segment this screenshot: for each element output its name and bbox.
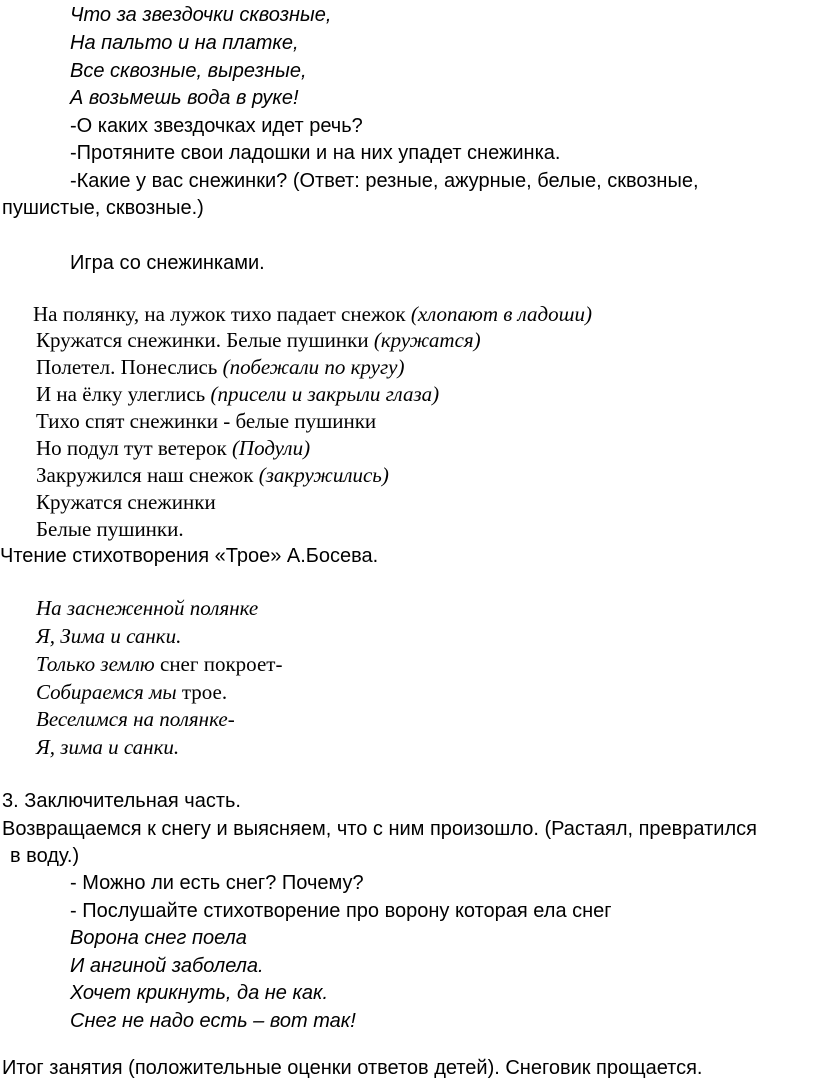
poem-line-italic: Я, зима и санки.: [36, 735, 180, 759]
poem-line: [36, 709, 235, 730]
crow-poem-line: И ангиной заболела.: [70, 955, 264, 977]
poem-line-italic: На заснеженной полянке: [36, 596, 259, 620]
poem-line: [36, 654, 282, 675]
poem-line-plain: трое.: [181, 680, 228, 704]
game-line: [36, 330, 481, 351]
game-line: [36, 411, 376, 432]
riddle-line: Все сквозные, вырезные,: [70, 60, 307, 82]
game-line-action: (закружились): [258, 463, 389, 487]
final-text-line: в воду.): [10, 845, 80, 867]
game-line-text: Но подул тут ветерок: [36, 436, 232, 460]
game-line: [36, 519, 184, 540]
game-line-action: (кружатся): [373, 328, 481, 352]
poem-line-italic: Собираемся мы: [36, 680, 182, 704]
dialogue-line: -Протяните свои ладошки и на них упадет снежинка.: [70, 142, 561, 164]
game-line: [36, 438, 310, 459]
poem-line-italic: Я, Зима и санки.: [36, 624, 182, 648]
dialogue-line: -О каких звездочках идет речь?: [70, 115, 363, 137]
game-line-text: И на ёлку улеглись: [36, 382, 211, 406]
game-line-action: (Подули): [231, 436, 311, 460]
poem-line-italic: Веселимся на полянке-: [36, 707, 235, 731]
riddle-line: Что за звездочки сквозные,: [70, 4, 332, 26]
riddle-line: На пальто и на платке,: [70, 32, 299, 54]
game-line-text: Закружился наш снежок: [36, 463, 259, 487]
dialogue-line: пушистые, сквозные.): [2, 197, 204, 219]
game-line: [36, 465, 389, 486]
question-line: - Можно ли есть снег? Почему?: [70, 872, 364, 894]
crow-poem-line: Ворона снег поела: [70, 927, 247, 949]
final-heading: 3. Заключительная часть.: [2, 790, 241, 812]
game-line: [33, 304, 592, 325]
poem-line: [36, 598, 258, 619]
game-line-text: Кружатся снежинки. Белые пушинки: [36, 328, 374, 352]
game-line-text: Тихо спят снежинки - белые пушинки: [36, 409, 377, 433]
game-line: [36, 384, 439, 405]
game-line-text: На полянку, на лужок тихо падает снежок: [33, 302, 411, 326]
poem-line-plain: снег покроет-: [160, 652, 283, 676]
crow-poem-line: Снег не надо есть – вот так!: [70, 1010, 356, 1032]
poem-line: [36, 682, 227, 703]
poem-heading: Чтение стихотворения «Трое» А.Босева.: [0, 545, 379, 567]
game-line: [36, 492, 216, 513]
game-line: [36, 357, 404, 378]
poem-line: [36, 737, 179, 758]
game-line-text: Полетел. Понеслись: [36, 355, 223, 379]
game-heading: Игра со снежинками.: [70, 252, 265, 274]
game-line-action: (присели и закрыли глаза): [210, 382, 440, 406]
riddle-line: А возьмешь вода в руке!: [70, 87, 299, 109]
game-line-action: (побежали по кругу): [222, 355, 405, 379]
dialogue-line: -Какие у вас снежинки? (Ответ: резные, ажурные, белые, сквозные,: [70, 170, 699, 192]
game-line-action: (хлопают в ладоши): [410, 302, 593, 326]
final-text-line: Возвращаемся к снегу и выясняем, что с ним произошло. (Растаял, превратился: [2, 818, 757, 840]
question-line: - Послушайте стихотворение про ворону которая ела снег: [70, 900, 612, 922]
game-line-text: Белые пушинки.: [36, 517, 184, 541]
game-line-text: Кружатся снежинки: [36, 490, 216, 514]
lesson-summary: Итог занятия (положительные оценки ответов детей). Снеговик прощается.: [2, 1057, 703, 1079]
poem-line-italic: Только землю: [36, 652, 160, 676]
crow-poem-line: Хочет крикнуть, да не как.: [70, 982, 329, 1004]
poem-line: [36, 626, 181, 647]
